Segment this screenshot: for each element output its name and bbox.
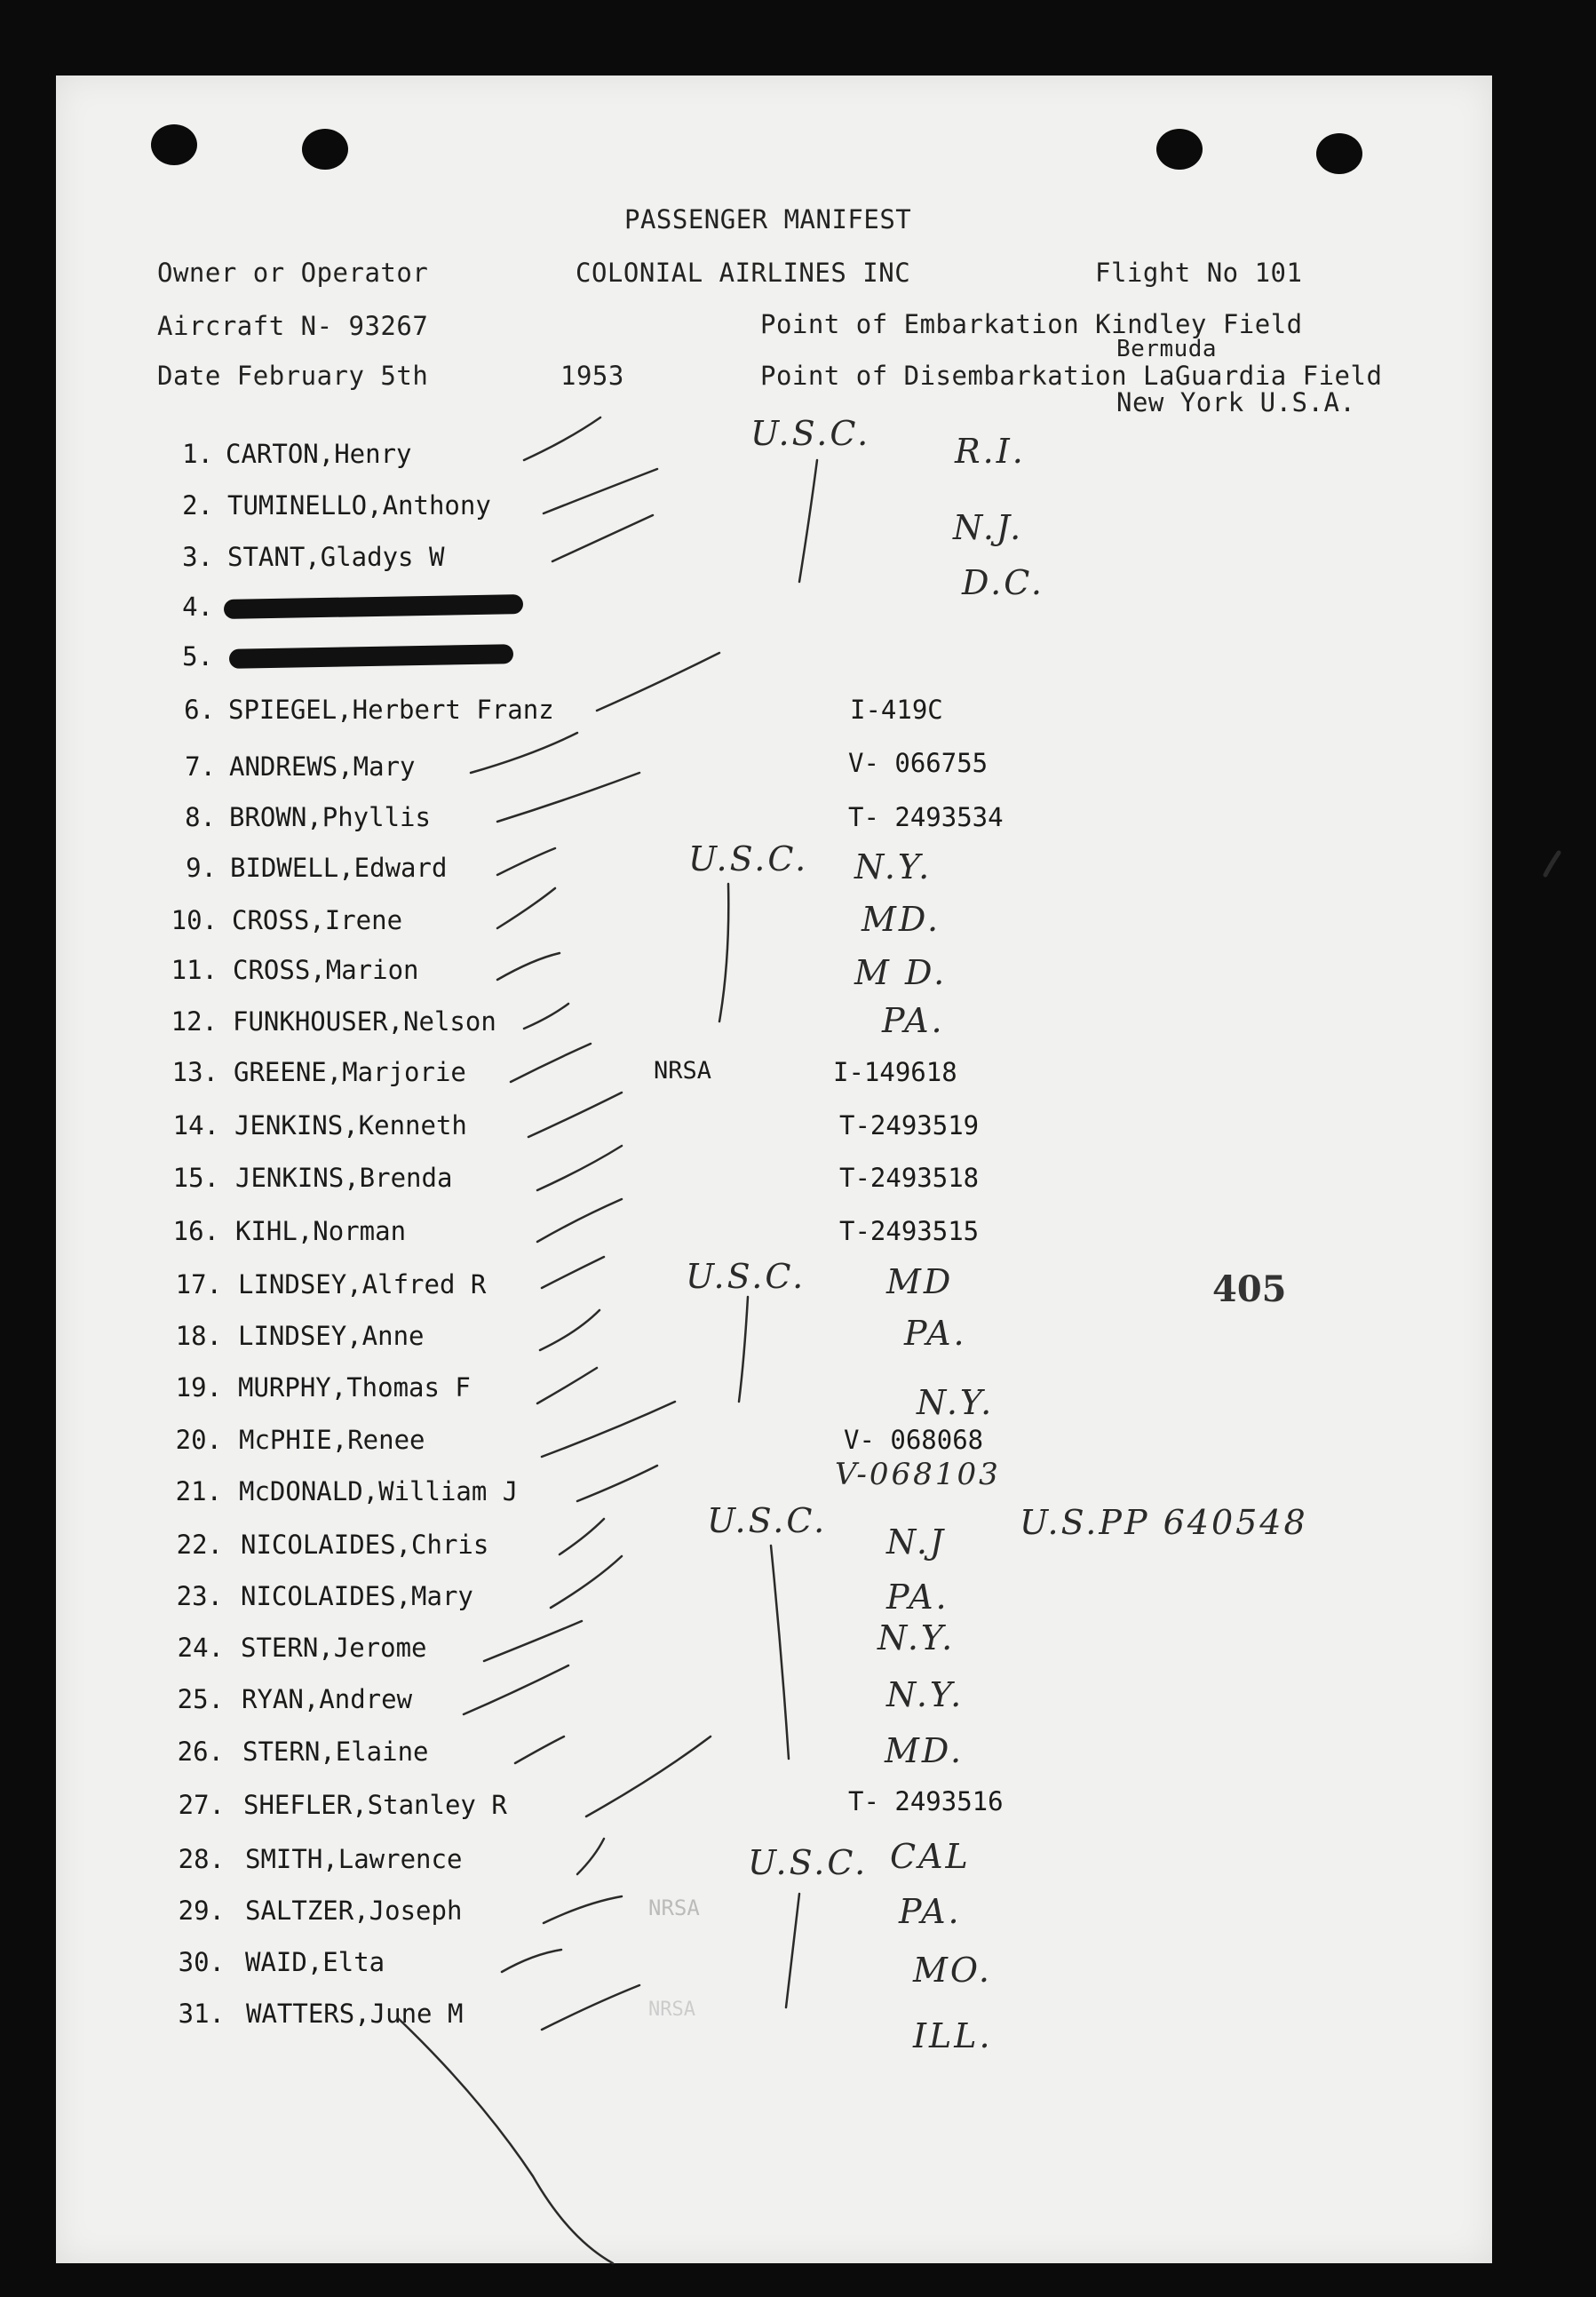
flight-year: 1953 <box>560 361 624 391</box>
row-number: 9. <box>186 853 217 883</box>
passenger-name: WATTERS,June M <box>246 1999 464 2029</box>
passenger-name: CROSS,Irene <box>232 905 403 935</box>
passenger-name: WAID,Elta <box>245 1947 385 1977</box>
passenger-row <box>0 748 1596 787</box>
row-number: 8. <box>185 802 216 832</box>
passenger-row <box>0 1001 1596 1042</box>
passenger-name: TUMINELLO,Anthony <box>227 490 491 521</box>
state-entry: MD. <box>862 900 941 939</box>
passenger-row <box>0 490 1596 547</box>
passenger-row <box>0 695 1596 730</box>
passenger-row <box>0 1618 1596 1668</box>
row-number: 26. <box>177 1737 224 1767</box>
state-entry: CAL <box>890 1837 971 1876</box>
visa-annotation: V-068103 <box>835 1457 1001 1492</box>
state-entry: PA. <box>904 1314 967 1353</box>
row-number: 12. <box>171 1006 218 1037</box>
usc-annotation: U.S.C. <box>686 1257 806 1296</box>
passenger-name: JENKINS,Kenneth <box>234 1110 467 1141</box>
passenger-row <box>0 1947 1596 1990</box>
state-entry: MD. <box>885 1731 965 1770</box>
passenger-name: SHEFLER,Stanley R <box>243 1790 507 1820</box>
state-entry: N.Y. <box>877 1618 956 1657</box>
state-entry: PA. <box>882 1001 945 1040</box>
state-entry: MO. <box>913 1951 992 1990</box>
state-entry: N.Y. <box>886 1675 965 1714</box>
redaction-mark <box>224 594 523 619</box>
row-number: 22. <box>176 1530 223 1560</box>
passenger-name: STANT,Gladys W <box>227 542 445 572</box>
document-code: T- 2493516 <box>848 1786 1004 1816</box>
disembarkation-point: Point of Disembarkation LaGuardia Field <box>760 361 1383 391</box>
row-number: 4. <box>182 592 213 622</box>
passenger-name: McPHIE,Renee <box>239 1425 425 1455</box>
row-number: 25. <box>177 1684 224 1714</box>
passenger-row-redacted <box>0 641 1596 677</box>
row-number: 14. <box>172 1110 219 1141</box>
passenger-row <box>0 1216 1596 1252</box>
passenger-row <box>0 1675 1596 1720</box>
passenger-row-redacted <box>0 592 1596 627</box>
document-code: I-149618 <box>833 1057 957 1087</box>
document-code: V- 066755 <box>848 748 989 778</box>
passenger-row <box>0 1786 1596 1825</box>
row-number: 31. <box>178 1999 225 2029</box>
state-entry: ILL. <box>913 2016 993 2055</box>
embarkation-place: Bermuda <box>1116 336 1218 362</box>
state-entry: N.Y. <box>854 847 933 886</box>
state-entry: D.C. <box>962 563 1044 602</box>
passenger-name: JENKINS,Brenda <box>235 1163 453 1193</box>
passenger-name: KIHL,Norman <box>235 1216 407 1246</box>
passenger-name: ANDREWS,Mary <box>229 751 416 782</box>
passenger-name: CROSS,Marion <box>233 955 419 985</box>
flight-date: Date February 5th <box>157 361 429 391</box>
row-number: 17. <box>175 1269 222 1300</box>
passenger-row <box>0 900 1596 941</box>
passenger-name: McDONALD,William J <box>239 1476 519 1506</box>
row-number: 30. <box>178 1947 225 1977</box>
passenger-name: SMITH,Lawrence <box>245 1844 463 1874</box>
passenger-name: SPIEGEL,Herbert Franz <box>228 695 554 725</box>
state-entry: N.J <box>886 1522 947 1562</box>
owner-value: COLONIAL AIRLINES INC <box>576 258 911 288</box>
passenger-name: CARTON,Henry <box>226 439 412 469</box>
row-number: 20. <box>175 1425 222 1455</box>
row-number: 10. <box>171 905 218 935</box>
nrsa-faint-label: NRSA <box>648 1896 700 1920</box>
row-number: 19. <box>175 1372 222 1403</box>
row-number: 2. <box>182 490 213 521</box>
manifest-title: PASSENGER MANIFEST <box>624 204 912 234</box>
disembarkation-place: New York U.S.A. <box>1116 387 1356 417</box>
page-number: 405 <box>1212 1268 1287 1310</box>
state-entry: MD <box>886 1262 954 1301</box>
passenger-name: LINDSEY,Alfred R <box>238 1269 487 1300</box>
passenger-name: STERN,Elaine <box>242 1737 429 1767</box>
row-number: 18. <box>175 1321 222 1351</box>
passenger-row <box>0 1314 1596 1356</box>
nrsa-label: NRSA <box>654 1057 712 1085</box>
owner-label: Owner or Operator <box>157 258 429 288</box>
passenger-name: MURPHY,Thomas F <box>238 1372 471 1403</box>
state-entry: N.J. <box>953 508 1024 547</box>
passenger-name: BROWN,Phyllis <box>229 802 431 832</box>
state-entry: R.I. <box>955 432 1026 471</box>
embarkation-point: Point of Embarkation Kindley Field <box>760 309 1303 339</box>
passenger-name: SALTZER,Joseph <box>245 1896 463 1926</box>
passenger-row <box>0 1057 1596 1093</box>
passenger-name: BIDWELL,Edward <box>230 853 448 883</box>
row-number: 5. <box>182 641 213 672</box>
passport-annotation: U.S.PP 640548 <box>1020 1503 1308 1542</box>
passenger-row <box>0 1731 1596 1772</box>
row-number: 21. <box>175 1476 222 1506</box>
passenger-name: NICOLAIDES,Chris <box>241 1530 489 1560</box>
row-number: 7. <box>185 751 216 782</box>
state-entry: PA. <box>886 1578 949 1617</box>
usc-annotation: U.S.C. <box>748 1843 869 1882</box>
passenger-name: FUNKHOUSER,Nelson <box>233 1006 496 1037</box>
document-code: T-2493518 <box>839 1163 980 1193</box>
row-number: 29. <box>178 1896 225 1926</box>
usc-annotation: U.S.C. <box>750 414 871 453</box>
passenger-row <box>0 1110 1596 1146</box>
document-code: T- 2493534 <box>848 802 1004 832</box>
passenger-name: LINDSEY,Anne <box>238 1321 425 1351</box>
passenger-name: GREENE,Marjorie <box>234 1057 466 1087</box>
state-entry: M D. <box>854 953 948 992</box>
document-code: T-2493515 <box>839 1216 980 1246</box>
document-code: T-2493519 <box>839 1110 980 1141</box>
row-number: 24. <box>177 1633 224 1663</box>
state-entry: N.Y. <box>917 1383 995 1422</box>
row-number: 11. <box>171 955 218 985</box>
flight-number: Flight No 101 <box>1095 258 1303 288</box>
row-number: 28. <box>178 1844 225 1874</box>
row-number: 16. <box>172 1216 219 1246</box>
redaction-mark <box>229 644 513 669</box>
passenger-name: RYAN,Andrew <box>242 1684 413 1714</box>
document-code: I-419C <box>850 695 943 725</box>
row-number: 13. <box>171 1057 218 1087</box>
row-number: 15. <box>172 1163 219 1193</box>
usc-annotation: U.S.C. <box>707 1501 828 1540</box>
passenger-row <box>0 802 1596 838</box>
passenger-row <box>0 1163 1596 1198</box>
row-number: 23. <box>176 1581 223 1611</box>
passenger-row <box>0 542 1596 602</box>
passenger-row <box>0 1372 1596 1422</box>
passenger-row <box>0 1425 1596 1460</box>
nrsa-faint-label: NRSA <box>648 1999 695 2021</box>
row-number: 3. <box>182 542 213 572</box>
row-number: 6. <box>184 695 215 725</box>
state-entry: PA. <box>899 1892 962 1931</box>
row-number: 27. <box>178 1790 225 1820</box>
passenger-row <box>0 955 1596 990</box>
usc-annotation: U.S.C. <box>688 839 809 878</box>
passenger-name: STERN,Jerome <box>241 1633 427 1663</box>
passenger-row <box>0 1999 1596 2055</box>
passenger-row <box>0 1578 1596 1617</box>
passenger-name: NICOLAIDES,Mary <box>241 1581 473 1611</box>
document-code: V- 068068 <box>844 1425 984 1455</box>
aircraft-number: Aircraft N- 93267 <box>157 311 429 341</box>
passenger-row <box>0 1892 1596 1931</box>
row-number: 1. <box>182 439 213 469</box>
